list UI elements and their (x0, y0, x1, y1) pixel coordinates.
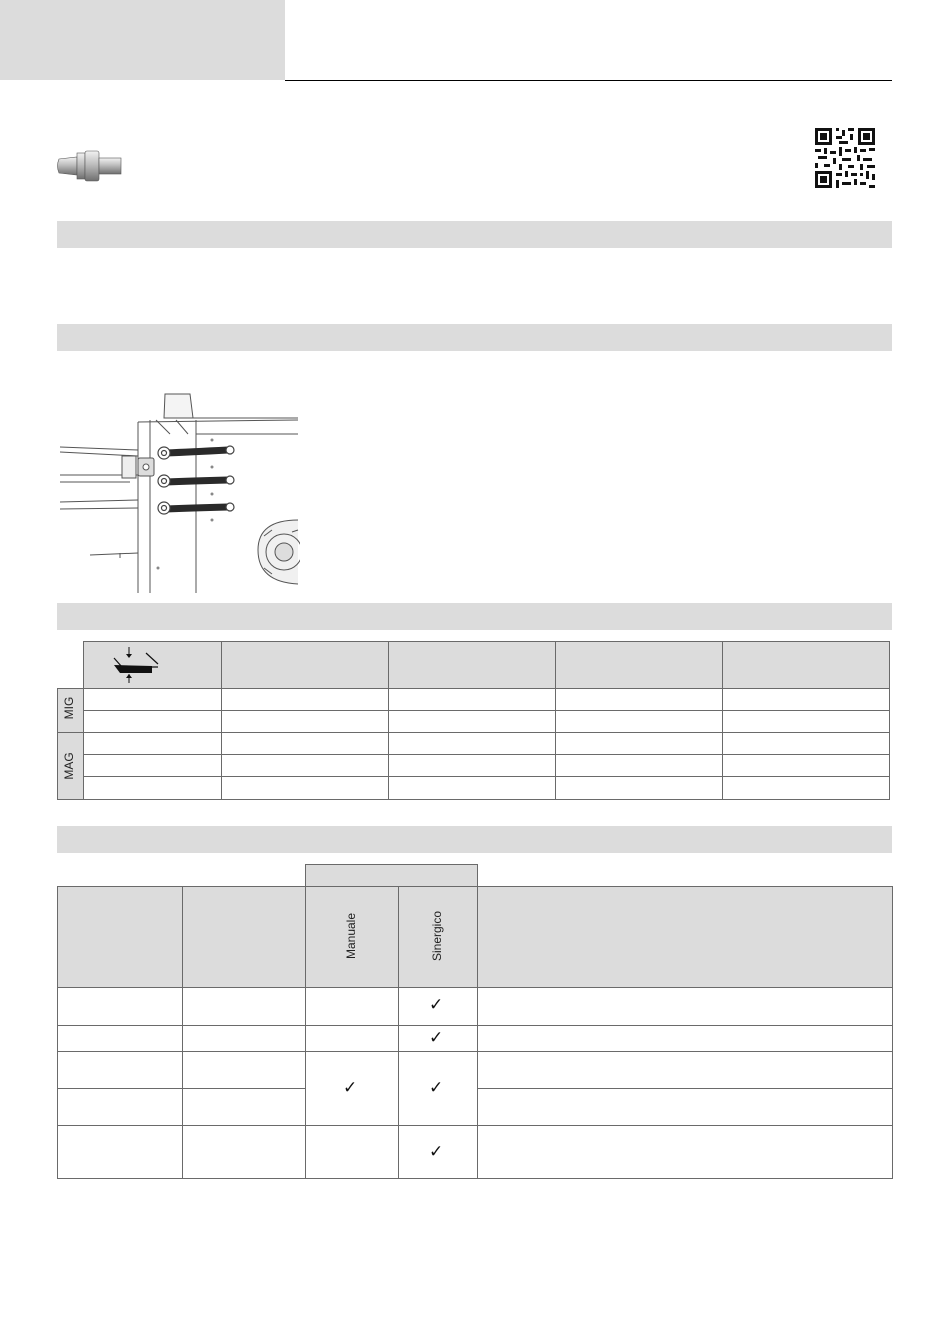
section-bar-4 (57, 826, 892, 853)
table-a-border (722, 641, 723, 800)
check-icon: ✓ (429, 1028, 444, 1048)
table-b-border (398, 886, 399, 1179)
table-b-border (57, 886, 58, 1179)
section-bar-2 (57, 324, 892, 351)
table-a-border (57, 688, 58, 800)
table-a-border (57, 799, 889, 800)
table-b-border (477, 1088, 892, 1089)
table-a-border (889, 641, 890, 800)
group-label-mag: MAG (62, 752, 76, 780)
table-a-border (83, 754, 889, 755)
table-a-border (221, 641, 222, 800)
header-manuale: Manuale (344, 912, 358, 960)
header-corner-tab (0, 0, 285, 80)
check-icon: ✓ (429, 1142, 444, 1162)
check-icon: ✓ (343, 1078, 358, 1098)
table-a-border (83, 710, 889, 711)
table-b-border (182, 886, 183, 1179)
header-rule (285, 80, 892, 81)
table-a-border (555, 641, 556, 800)
table-b-border (477, 864, 478, 1179)
section-bar-3 (57, 603, 892, 630)
group-label-mig: MIG (62, 696, 76, 720)
table-a-header (83, 641, 889, 688)
material-thickness-icon (110, 645, 162, 685)
check-icon: ✓ (429, 1078, 444, 1098)
table-a-border (83, 776, 889, 777)
table-b-border (305, 864, 477, 865)
table-b-border (57, 1088, 305, 1089)
table-a-border (57, 688, 889, 689)
table-a-border (57, 732, 889, 733)
mode-group-header (305, 864, 477, 886)
nozzle-icon (55, 148, 125, 184)
table-b-border (305, 864, 306, 1179)
table-a-border (388, 641, 389, 800)
qr-code-icon (815, 128, 875, 188)
table-b-border (892, 886, 893, 1179)
table-a-border (83, 641, 84, 800)
check-icon: ✓ (429, 995, 444, 1015)
section-bar-1 (57, 221, 892, 248)
table-a-border (83, 641, 889, 642)
torch-connector-illustration (60, 390, 300, 593)
header-sinergico: Sinergico (430, 910, 444, 962)
